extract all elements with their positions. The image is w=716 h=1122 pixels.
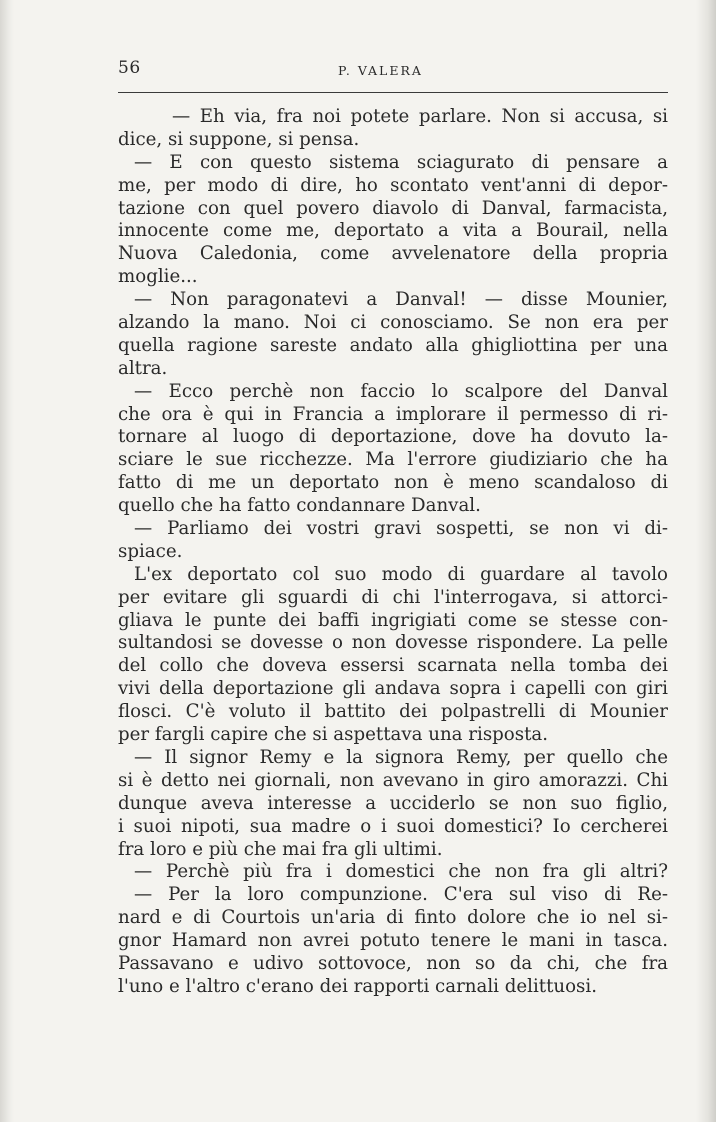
text-line: — Perchè più fra i domestici che non fra gli altri? — [134, 861, 668, 883]
text-line: innocente come me, deportato a vita a Bourail, nella — [118, 220, 668, 242]
header-rule — [118, 92, 668, 93]
text-line: per fargli capire che si aspettava una risposta. — [118, 724, 549, 746]
page-number: 56 — [118, 58, 141, 78]
text-line: tornare al luogo di deportazione, dove ha dovuto la- — [118, 426, 668, 448]
text-line: — Per la loro compunzione. C'era sul viso di Re- — [134, 884, 668, 906]
text-line: fatto di me un deportato non è meno scandaloso di — [118, 472, 668, 494]
page-edge-shadow — [696, 0, 716, 1122]
text-line: Passavano e udivo sottovoce, non so da chi, che fra — [118, 952, 668, 974]
text-line: — Non paragonatevi a Danval! — disse Mounier, — [134, 289, 668, 311]
text-line: — E con questo sistema sciagurato di pensare a — [134, 151, 668, 173]
text-line: moglie... — [118, 266, 198, 288]
text-line: quello che ha fatto condannare Danval. — [118, 495, 481, 517]
text-line: vivi della deportazione gli andava sopra i capelli con giri — [118, 678, 668, 700]
text-line: sultandosi se dovesse o non dovesse rispondere. La pelle — [118, 632, 668, 654]
text-line: si è detto nei giornali, non avevano in giro amorazzi. Chi — [118, 769, 668, 791]
text-line: — Ecco perchè non faccio lo scalpore del Danval — [134, 380, 668, 402]
text-line: dice, si suppone, si pensa. — [118, 128, 360, 150]
text-line: flosci. C'è voluto il battito dei polpastrelli di Mounier — [118, 701, 668, 723]
running-head: P. VALERA — [338, 63, 423, 78]
text-line: dunque aveva interesse a ucciderlo se non suo figlio, — [118, 792, 668, 814]
text-line: spiace. — [118, 540, 183, 562]
text-line: tazione con quel povero diavolo di Danval, farmacista, — [118, 197, 668, 219]
text-line: per evitare gli sguardi di chi l'interrogava, si attorci- — [118, 586, 668, 608]
text-line: alzando la mano. Noi ci conosciamo. Se non era per — [118, 312, 668, 334]
text-line: altra. — [118, 357, 168, 379]
text-line: del collo che doveva essersi scarnata nella tomba dei — [118, 655, 668, 677]
text-line: che ora è qui in Francia a implorare il permesso di ri- — [118, 403, 668, 425]
text-line: Nuova Caledonia, come avvelenatore della propria — [118, 243, 668, 265]
text-line: l'uno e l'altro c'erano dei rapporti carnali delittuosi. — [118, 975, 597, 997]
text-line: quella ragione sareste andato alla ghigliottina per una — [118, 334, 668, 356]
text-line: L'ex deportato col suo modo di guardare al tavolo — [134, 563, 668, 585]
text-line: fra loro e più che mai fra gli ultimi. — [118, 838, 443, 860]
page-header — [118, 58, 668, 86]
body-text — [118, 106, 668, 999]
text-line: i suoi nipoti, sua madre o i suoi domestici? Io cercherei — [118, 815, 668, 837]
text-line: gnor Hamard non avrei potuto tenere le mani in tasca. — [118, 930, 668, 952]
page-spine-shadow — [0, 0, 14, 1122]
text-line: sciare le sue ricchezze. Ma l'errore giudiziario che ha — [118, 449, 668, 471]
text-line: — Eh via, fra noi potete parlare. Non si accusa, si — [172, 106, 668, 127]
text-line: gliava le punte dei baffi ingrigiati come se stesse con- — [118, 609, 668, 631]
text-line: — Parliamo dei vostri gravi sospetti, se non vi di- — [134, 518, 668, 540]
text-line: me, per modo di dire, ho scontato vent'anni di depor- — [118, 174, 668, 196]
text-line: — Il signor Remy e la signora Remy, per quello che — [134, 746, 668, 768]
text-line: nard e di Courtois un'aria di finto dolore che io nel si- — [118, 907, 668, 929]
